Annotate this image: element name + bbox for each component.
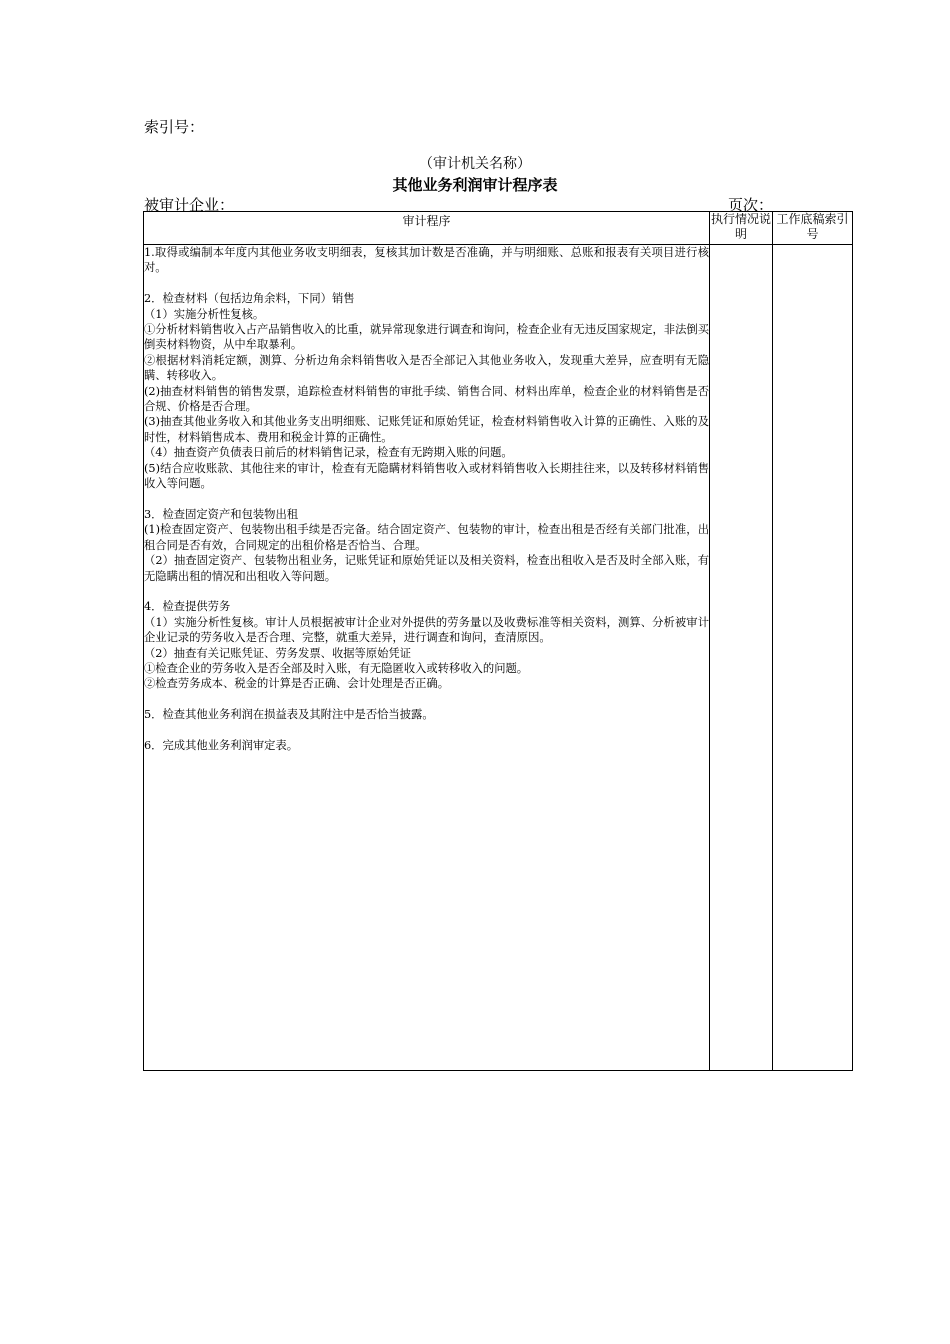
procedure-paragraph: （4）抽查资产负债表日前后的材料销售记录，检查有无跨期入账的问题。: [144, 446, 513, 460]
procedure-paragraph: (1)检查固定资产、包装物出租手续是否完备。结合固定资产、包装物的审计，检查出租是否经有关部门批准，出租合同是否有效，合同规定的出租价格是否恰当、合理。: [144, 523, 709, 552]
procedure-paragraph: （2）抽查固定资产、包装物出租业务，记账凭证和原始凭证以及相关资料，检查出租收入是否及时全部入账，有无隐瞒出租的情况和出租收入等问题。: [144, 554, 709, 583]
procedure-paragraph: （1）实施分析性复核。审计人员根据被审计企业对外提供的劳务量以及收费标准等相关资料，测算、分析被审计企业记录的劳务收入是否合理、完整，就重大差异，进行调查和询问，查清原因。: [144, 615, 709, 645]
paragraph-spacer: [144, 276, 709, 291]
audited-company-label: 被审计企业：: [144, 196, 235, 214]
procedure-paragraph: ①分析材料销售收入占产品销售收入的比重，就异常现象进行调查和询问，检查企业有无违反国家规定，非法倒买倒卖材料物资，从中牟取暴利。: [144, 323, 709, 352]
procedure-paragraph: (3)抽查其他业务收入和其他业务支出明细账、记账凭证和原始凭证，检查材料销售收入计算的正确性、入账的及时性，材料销售成本、费用和税金计算的正确性。: [144, 415, 709, 444]
procedure-paragraph: 2．检查材料（包括边角余料，下同）销售: [144, 292, 355, 306]
procedure-paragraph: 1.取得或编制本年度内其他业务收支明细表，复核其加计数是否准确，并与明细账、总账和报表有关项目进行核对。: [144, 246, 709, 275]
procedure-paragraph: 3．检查固定资产和包装物出租: [144, 507, 299, 521]
audit-program-table: [143, 211, 853, 1071]
column-header-procedure: 审计程序: [144, 212, 710, 245]
column-header-workpaper-index: 工作底稿索引号: [773, 212, 853, 245]
procedure-paragraph: ①检查企业的劳务收入是否全部及时入账，有无隐匿收入或转移收入的问题。: [144, 661, 529, 675]
procedure-paragraph: ②检查劳务成本、税金的计算是否正确、会计处理是否正确。: [144, 677, 450, 691]
procedure-content-cell: [144, 245, 710, 1071]
procedure-paragraph: (2)抽查材料销售的销售发票，追踪检查材料销售的审批手续、销售合同、材料出库单，检查企业的材料销售是否合规、价格是否合理。: [144, 384, 709, 414]
procedure-paragraph: ②根据材料消耗定额，测算、分析边角余料销售收入是否全部记入其他业务收入，发现重大差异，应查明有无隐瞒、转移收入。: [144, 353, 709, 383]
paragraph-spacer: [144, 584, 709, 599]
paragraph-spacer: [144, 491, 709, 506]
paragraph-spacer: [144, 692, 709, 707]
procedure-paragraph: （1）实施分析性复核。: [144, 307, 265, 321]
procedure-paragraph: 5．检查其他业务利润在损益表及其附注中是否恰当披露。: [144, 708, 434, 722]
audit-org-name: （审计机关名称）: [419, 156, 531, 172]
procedure-paragraph: 4．检查提供劳务: [144, 600, 231, 614]
paragraph-spacer: [144, 723, 709, 738]
procedure-paragraph: 6．完成其他业务利润审定表。: [144, 738, 299, 752]
execution-notes-cell[interactable]: [710, 245, 773, 1071]
workpaper-index-cell[interactable]: [773, 245, 853, 1071]
table-row: [144, 245, 853, 1071]
document-title: 其他业务利润审计程序表: [392, 176, 558, 194]
column-header-execution: 执行情况说明: [710, 212, 773, 245]
index-number-label: 索引号：: [144, 118, 205, 136]
page-number-label: 页次：: [728, 196, 774, 214]
table-header-row: [144, 212, 853, 245]
procedure-paragraph: （2）抽查有关记账凭证、劳务发票、收据等原始凭证: [144, 646, 412, 660]
procedure-paragraph: (5)结合应收账款、其他往来的审计，检查有无隐瞒材料销售收入或材料销售收入长期挂往来，以及转移材料销售收入等问题。: [144, 461, 709, 491]
